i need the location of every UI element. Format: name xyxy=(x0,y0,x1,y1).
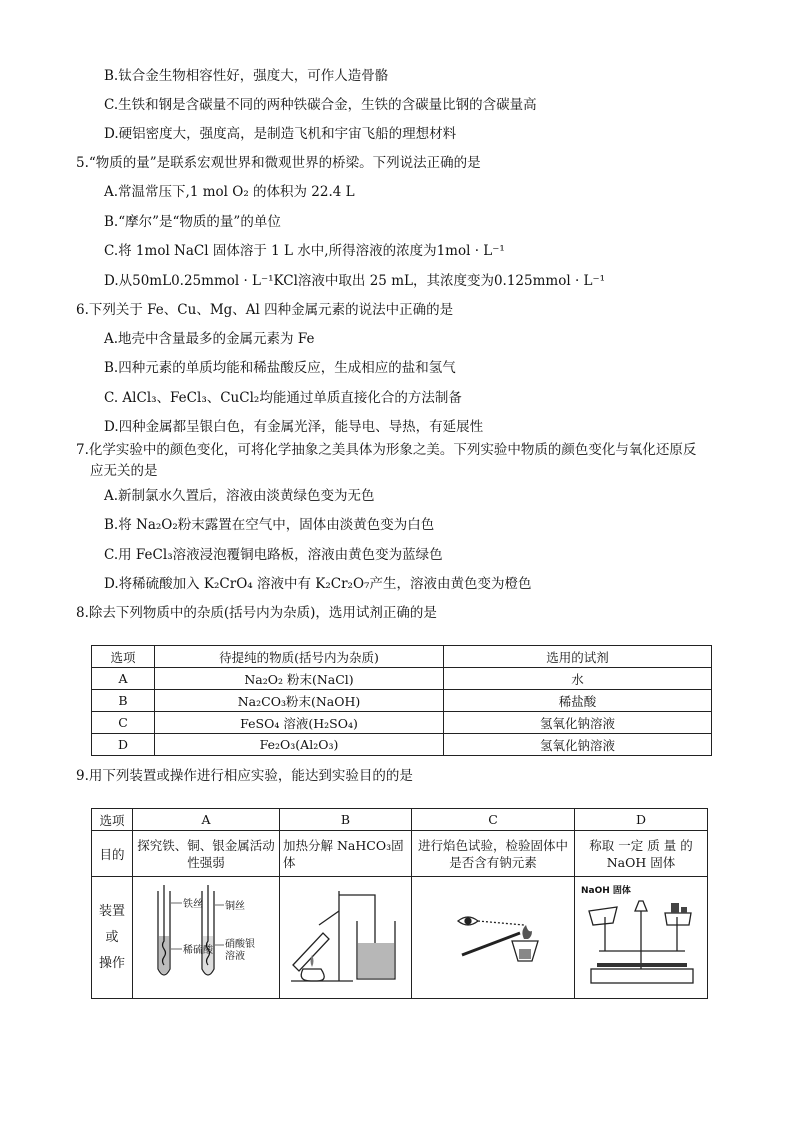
table-cell: Na₂CO₃粉末(NaOH) xyxy=(155,690,444,712)
table-cell: D xyxy=(92,734,155,756)
q9-table xyxy=(91,808,708,999)
purpose-b: 加热分解 NaHCO₃固体 xyxy=(280,831,412,877)
heating-apparatus-figure xyxy=(283,881,408,991)
table-header-row xyxy=(92,646,712,668)
q8-table xyxy=(91,645,712,756)
q7-stem: 7.化学实验中的颜色变化，可将化学抽象之美具体为形象之美。下列实验中物质的颜色变化与氧化还原反 xyxy=(76,442,697,458)
table-row xyxy=(92,712,712,734)
purpose-label: 目的 xyxy=(92,831,133,877)
table-row xyxy=(92,734,712,756)
q7-option-d: D.将稀硫酸加入 K₂CrO₄ 溶液中有 K₂Cr₂O₇产生，溶液由黄色变为橙色 xyxy=(104,576,532,592)
apparatus-label xyxy=(92,877,133,999)
q6-option-b: B.四种元素的单质均能和稀盐酸反应，生成相应的盐和氢气 xyxy=(104,360,456,376)
test-tubes-figure xyxy=(136,881,276,991)
q7-option-a: A.新制氯水久置后，溶液由淡黄绿色变为无色 xyxy=(104,488,375,504)
table-row xyxy=(92,690,712,712)
apparatus-label-1: 装置 xyxy=(98,903,125,919)
table-row xyxy=(92,668,712,690)
q6-option-d: D.四种金属都呈银白色，有金属光泽，能导电、导热，有延展性 xyxy=(104,419,484,435)
q4-option-d: D.硬铝密度大，强度高，是制造飞机和宇宙飞船的理想材料 xyxy=(104,126,457,142)
q5-option-d: D.从50mL0.25mmol · L⁻¹KCl溶液中取出 25 mL，其浓度变为0.125mmol · L⁻¹ xyxy=(104,273,606,289)
table-header: B xyxy=(280,809,412,831)
figure-c xyxy=(412,877,575,999)
q7-stem-cont: 应无关的是 xyxy=(90,463,158,479)
purpose-d: 称取 一定 质 量 的NaOH 固体 xyxy=(575,831,708,877)
q5-option-c: C.将 1mol NaCl 固体溶于 1 L 水中,所得溶液的浓度为1mol · L⁻¹ xyxy=(104,243,505,259)
table-cell: Na₂O₂ 粉末(NaCl) xyxy=(155,668,444,690)
table-row xyxy=(92,877,708,999)
apparatus-label-3: 操作 xyxy=(98,955,125,971)
label-iron-wire: 铁丝 xyxy=(183,899,203,910)
q4-option-b: B.钛合金生物相容性好，强度大，可作人造骨骼 xyxy=(104,68,389,84)
q6-option-c: C. AlCl₃、FeCl₃、CuCl₂均能通过单质直接化合的方法制备 xyxy=(104,390,462,406)
figure-a xyxy=(133,877,280,999)
label-agno3: 硝酸银 xyxy=(225,939,255,950)
table-row xyxy=(92,831,708,877)
label-solution: 溶液 xyxy=(225,951,245,962)
q5-option-a: A.常温常压下,1 mol O₂ 的体积为 22.4 L xyxy=(104,184,355,200)
q6-stem: 6.下列关于 Fe、Cu、Mg、Al 四种金属元素的说法中正确的是 xyxy=(76,302,454,318)
table-cell: 氢氧化钠溶液 xyxy=(444,712,712,734)
table-header: 选用的试剂 xyxy=(444,646,712,668)
purpose-c: 进行焰色试验，检验固体中是否含有钠元素 xyxy=(412,831,575,877)
figure-d xyxy=(575,877,708,999)
balance-figure xyxy=(577,881,705,991)
q6-option-a: A.地壳中含量最多的金属元素为 Fe xyxy=(104,331,315,347)
table-cell: A xyxy=(92,668,155,690)
apparatus-label-2: 或 xyxy=(105,929,119,945)
table-cell: 稀盐酸 xyxy=(444,690,712,712)
table-cell: C xyxy=(92,712,155,734)
label-dilute-h2so4: 稀硫酸 xyxy=(183,945,213,956)
table-header-row xyxy=(92,809,708,831)
table-header: 选项 xyxy=(92,809,133,831)
table-header: D xyxy=(575,809,708,831)
q7-option-b: B.将 Na₂O₂粉末露置在空气中，固体由淡黄色变为白色 xyxy=(104,517,435,533)
flame-test-figure xyxy=(418,881,568,991)
label-naoh-solid: NaOH 固体 xyxy=(581,886,631,896)
table-cell: Fe₂O₃(Al₂O₃) xyxy=(155,734,444,756)
q4-option-c: C.生铁和钢是含碳量不同的两种铁碳合金，生铁的含碳量比钢的含碳量高 xyxy=(104,97,537,113)
table-header: C xyxy=(412,809,575,831)
purpose-a: 探究铁、铜、银金属活动性强弱 xyxy=(133,831,280,877)
table-header: 待提纯的物质(括号内为杂质) xyxy=(155,646,444,668)
figure-b xyxy=(280,877,412,999)
table-cell: FeSO₄ 溶液(H₂SO₄) xyxy=(155,712,444,734)
q5-option-b: B.“摩尔”是“物质的量”的单位 xyxy=(104,214,281,230)
table-header: 选项 xyxy=(92,646,155,668)
table-cell: B xyxy=(92,690,155,712)
table-header: A xyxy=(133,809,280,831)
q8-stem: 8.除去下列物质中的杂质(括号内为杂质)，选用试剂正确的是 xyxy=(76,605,437,621)
table-cell: 氢氧化钠溶液 xyxy=(444,734,712,756)
table-cell: 水 xyxy=(444,668,712,690)
q5-stem: 5.“物质的量”是联系宏观世界和微观世界的桥梁。下列说法正确的是 xyxy=(76,155,481,171)
label-copper-wire: 铜丝 xyxy=(225,901,245,912)
q7-option-c: C.用 FeCl₃溶液浸泡覆铜电路板，溶液由黄色变为蓝绿色 xyxy=(104,547,443,563)
q9-stem: 9.用下列装置或操作进行相应实验，能达到实验目的的是 xyxy=(76,768,413,784)
